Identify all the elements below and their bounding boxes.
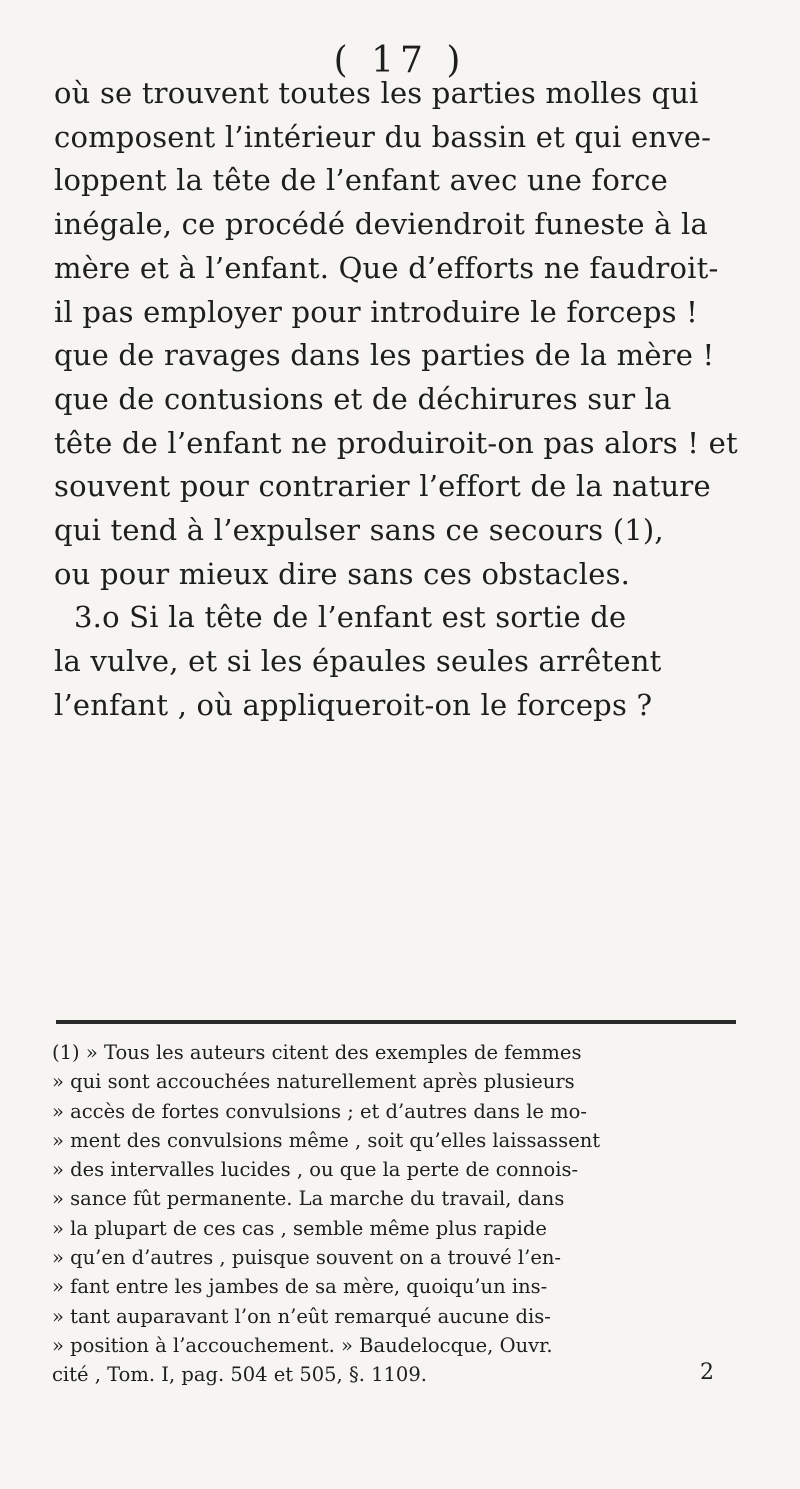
page-number: ( 17 ) (333, 40, 467, 81)
text-line: mère et à l’enfant. Que d’efforts ne faudroit- (54, 250, 719, 285)
text-line: composent l’intérieur du bassin et qui enve- (54, 119, 712, 154)
text-line: tête de l’enfant ne produiroit-on pas alors ! et (54, 425, 738, 460)
text-line: 3.o Si la tête de l’enfant est sortie de (74, 600, 627, 635)
text-line: que de contusions et de déchirures sur la (54, 381, 672, 416)
footnote-line: » accès de fortes convulsions ; et d’autres dans le mo- (52, 1099, 587, 1123)
footnote-line: » sance fût permanente. La marche du travail, dans (52, 1187, 565, 1211)
footnote-line: » fant entre les jambes de sa mère, quoiqu’un ins- (52, 1275, 548, 1299)
text-line: où se trouvent toutes les parties molles qui (54, 76, 699, 110)
footnote-line: (1) » Tous les auteurs citent des exemples de femmes (52, 1041, 582, 1064)
footnote-line: » ment des convulsions même , soit qu’elles laissassent (52, 1128, 601, 1152)
main-text (54, 72, 754, 728)
footnote-line: » des intervalles lucides , ou que la perte de connois- (52, 1158, 579, 1182)
footnote-line: » qui sont accouchées naturellement après plusieurs (52, 1070, 575, 1094)
text-line: l’enfant , où appliqueroit-on le forceps ? (54, 687, 653, 722)
footnote-separator (56, 1020, 736, 1024)
footnote-line: » tant auparavant l’on n’eût remarqué aucune dis- (52, 1304, 551, 1328)
text-line: inégale, ce procédé deviendroit funeste à la (54, 207, 708, 242)
footnote (52, 1038, 762, 1390)
text-line: ou pour mieux dire sans ces obstacles. (54, 556, 631, 591)
text-line: souvent pour contrarier l’effort de la nature (54, 469, 711, 504)
signature-mark: 2 (700, 1360, 714, 1385)
text-line: loppent la tête de l’enfant avec une force (54, 163, 668, 198)
text-line: il pas employer pour introduire le forceps ! (54, 294, 699, 329)
text-line: qui tend à l’expulser sans ce secours (1), (54, 513, 664, 548)
footnote-line: » la plupart de ces cas , semble même plus rapide (52, 1216, 547, 1240)
text-line: la vulve, et si les épaules seules arrêtent (54, 644, 662, 679)
footnote-line: » position à l’accouchement. » Baudelocque, Ouvr. (52, 1333, 553, 1357)
text-line: que de ravages dans les parties de la mère ! (54, 338, 715, 373)
footnote-line: » qu’en d’autres , puisque souvent on a trouvé l’en- (52, 1246, 562, 1270)
footnote-line: cité , Tom. I, pag. 504 et 505, §. 1109. (52, 1363, 427, 1387)
